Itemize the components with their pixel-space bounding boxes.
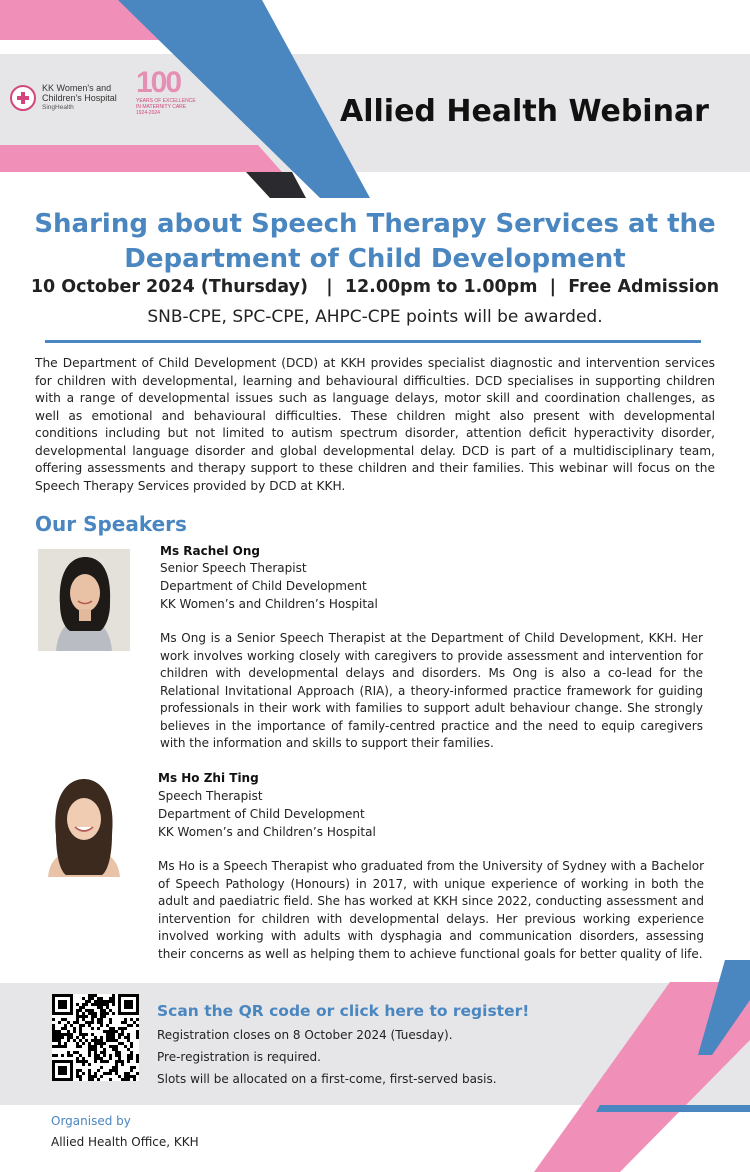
speaker2-role: Speech Therapist bbox=[158, 789, 263, 803]
page-title: Allied Health Webinar bbox=[340, 94, 709, 129]
anniversary-line2: IN MATERNITY CARE bbox=[136, 104, 187, 110]
kkh-logo bbox=[10, 78, 135, 118]
speaker-photo-ho bbox=[38, 775, 130, 877]
event-points: SNB-CPE, SPC-CPE, AHPC-CPE points will be awarded. bbox=[147, 307, 603, 327]
speaker2-dept: Department of Child Development bbox=[158, 807, 365, 821]
divider bbox=[45, 340, 701, 343]
speaker1-dept: Department of Child Development bbox=[160, 579, 367, 593]
org-name-line1: KK Women's and bbox=[42, 83, 112, 93]
organiser-label: Organised by bbox=[51, 1114, 131, 1128]
speaker2-name: Ms Ho Zhi Ting bbox=[158, 771, 259, 785]
anniversary-line3: 1924-2024 bbox=[136, 110, 160, 116]
org-name-line2: Children's Hospital bbox=[42, 93, 117, 103]
qr-code[interactable] bbox=[52, 994, 139, 1081]
speaker-photo-rachel bbox=[38, 549, 130, 651]
anniversary-line1: YEARS OF EXCELLENCE bbox=[136, 98, 196, 104]
event-title bbox=[0, 207, 750, 277]
speaker2-org: KK Women’s and Children’s Hospital bbox=[158, 825, 376, 839]
register-link[interactable]: Scan the QR code or click here to register! bbox=[157, 1002, 530, 1020]
speaker2-bio: Ms Ho is a Speech Therapist who graduated from the University of Sydney with a Bachelor of Speech Pathology (Honours) in 2017, with unique experience of working in both the adult and paediatric field. She has worked at KKH since 2022, conducting assessment and intervention for children with developmental delays. Her previous working experience involved working with adults with dysphagia and communication disorders, assessing their concerns as well as helping them to achieve functional goals for better quality of life. bbox=[158, 859, 704, 961]
anniversary-logo bbox=[136, 68, 200, 122]
speakers-heading: Our Speakers bbox=[35, 512, 187, 536]
pink-stripe-bottom bbox=[0, 145, 282, 172]
footer-decoration bbox=[520, 960, 750, 1172]
registration-slots: Slots will be allocated on a first-come, first-served basis. bbox=[157, 1072, 497, 1086]
dark-stripe bbox=[246, 172, 306, 198]
registration-required: Pre-registration is required. bbox=[157, 1050, 321, 1064]
speaker1-bio: Ms Ong is a Senior Speech Therapist at the Department of Child Development, KKH. Her work involves working closely with caregivers to provide assessment and intervention for children with developmental delays and disorders. Ms Ong is also a co-lead for the Relational Invitational Approach (RIA), a theory-informed practice framework for guiding professionals in their work with families to support adult behaviour change. She strongly believes in the importance of family-centred practice and the need to equip caregivers with the information and skills to support their families. bbox=[160, 631, 703, 750]
speaker1-role: Senior Speech Therapist bbox=[160, 561, 307, 575]
event-title-line1: Sharing about Speech Therapy Services at the bbox=[34, 209, 716, 239]
speaker1-org: KK Women’s and Children’s Hospital bbox=[160, 597, 378, 611]
intro-paragraph: The Department of Child Development (DCD) at KKH provides specialist diagnostic and intervention services for children with developmental, learning and behavioural difficulties. DCD specialises in supporting children with a range of developmental issues such as language delays, motor skill and coordination challenges, as well as emotional and behavioural difficulties. These children might also present with developmental conditions including but not limited to autism spectrum disorder, attention deficit hyperactivity disorder, developmental language disorder and global developmental delay. DCD is part of a multidisciplinary team, offering assessments and therapy support to these children and their families. This webinar will focus on the Speech Therapy Services provided by DCD at KKH. bbox=[35, 356, 715, 493]
anniversary-number: 100 bbox=[136, 66, 181, 99]
event-meta: 10 October 2024 (Thursday) | 12.00pm to 1.00pm | Free Admission bbox=[30, 277, 720, 297]
organiser-value: Allied Health Office, KKH bbox=[51, 1135, 199, 1149]
registration-closes: Registration closes on 8 October 2024 (Tuesday). bbox=[157, 1028, 453, 1042]
event-title-line2: Department of Child Development bbox=[124, 244, 626, 274]
org-name-line3: SingHealth bbox=[42, 104, 74, 111]
footer-blue-band bbox=[596, 1105, 750, 1112]
hospital-cross-icon bbox=[10, 85, 36, 111]
speaker1-name: Ms Rachel Ong bbox=[160, 544, 261, 558]
